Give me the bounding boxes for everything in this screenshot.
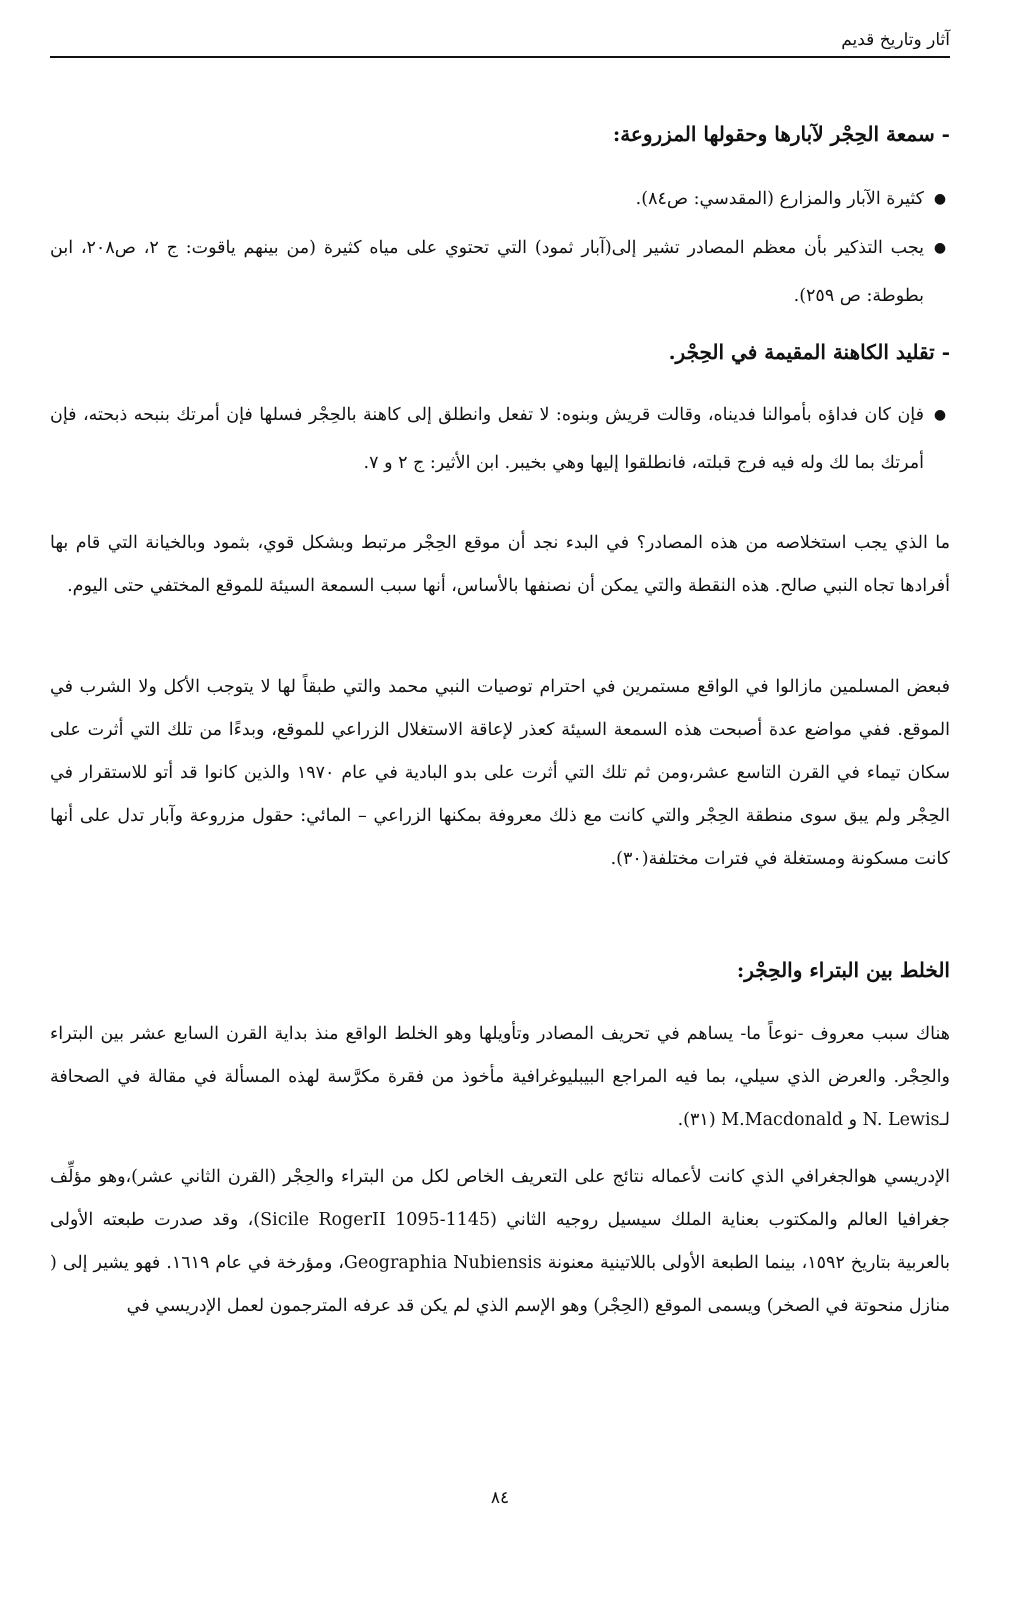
page-number: ٨٤: [490, 1488, 510, 1508]
bullet-icon: ●: [933, 191, 947, 207]
document-page: [50, 30, 950, 1590]
paragraph: ما الذي يجب استخلاصه من هذه المصادر؟ في البدء نجد أن موقع الحِجْر مرتبط وبشكل قوي، بثمود وبالخيانة التي قام بها أفرادها تجاه النبي صالح. هذه النقطة والتي يمكن أن نصنفها بالأساس، أنها سبب السمعة السيئة للموقع المختفي حتى اليوم.: [50, 533, 950, 596]
section-heading-reputation: - سمعة الحِجْر لآبارها وحقولها المزروعة:: [612, 122, 950, 146]
bullet-item: [50, 175, 950, 223]
paragraph: فبعض المسلمين مازالوا في الواقع مستمرين في احترام توصيات النبي محمد والتي طبقاً لها لا يتوجب الأكل ولا الشرب في الموقع. ففي مواضع عدة أصبحت هذه السمعة السيئة كعذر لإعاقة الاستغلال الزراعي للموقع، وبدءًا من تلك التي أثرت على سكان تيماء في القرن التاسع عشر،ومن ثم تلك التي أثرت على بدو البادية في عام ١٩٧٠ والذين كانوا قد أتو للاستقرار في الحِجْر ولم يبق سوى منطقة الحِجْر والتي كانت مع ذلك معروفة بمكنها الزراعي – المائي: حقول مزروعة وآبار تدل على أنها كانت مسكونة ومستغلة في فترات مختلفة(٣٠).: [50, 677, 950, 869]
bullet-item: [50, 224, 950, 320]
bullet-item: [50, 391, 950, 487]
bullet-text: كثيرة الآبار والمزارع (المقدسي: ص٨٤).: [635, 189, 924, 209]
running-header: آثار وتاريخ قديم: [50, 30, 950, 58]
bullet-text: فإن كان فداؤه بأموالنا فديناه، وقالت قريش وبنوه: لا تفعل وانطلق إلى كاهنة بالحِجْر فسلها فإن أمرتك بنبحه ذبحته، فإن أمرتك بما لك وله فيه فرج قبلته، فانطلقوا إليها وهي بخيبر. ابن الأثير: ج ٢ و ٧.: [50, 405, 924, 473]
bullet-icon: ●: [933, 407, 947, 423]
paragraph: الإدريسي هوالجغرافي الذي كانت لأعماله نتائج على التعريف الخاص لكل من البتراء والحِجْر (القرن الثاني عشر)،وهو مؤلِّف جغرافيا العالم والمكتوب بعناية الملك سيسيل روجيه الثاني (1145-1095 Sicile RogerII)، وقد صدرت طبعته الأولى بالعربية بتاريخ ١٥٩٢، بينما الطبعة الأولى باللاتينية معنونة Geographia Nubiensis، ومؤرخة في عام ١٦١٩. فهو يشير إلى ( منازل منحوتة في الصخر) ويسمى الموقع (الحِجْر) وهو الإسم الذي لم يكن قد عرفه المترجمون لعمل الإدريسي في: [50, 1167, 950, 1316]
bullet-icon: ●: [933, 240, 947, 256]
bullet-text: يجب التذكير بأن معظم المصادر تشير إلى(آبار ثمود) التي تحتوي على مياه كثيرة (من بينهم ياقوت: ج ٢، ص٢٠٨، ابن بطوطة: ص ٢٥٩).: [50, 238, 925, 306]
paragraph: هناك سبب معروف -نوعاً ما- يساهم في تحريف المصادر وتأويلها وهو الخلط الواقع منذ بداية القرن السابع عشر بين البتراء والحِجْر. والعرض الذي سيلي، بما فيه المراجع البيبليوغرافية مأخوذ من فقرة مكرَّسة لهذه المسألة في مقالة في الصحافة لـN. Lewis و M.Macdonald (٣١).: [50, 1024, 950, 1130]
section-heading-confusion: الخلط بين البتراء والحِجْر:: [736, 958, 950, 982]
section-heading-priestess: - تقليد الكاهنة المقيمة في الحِجْر.: [668, 340, 950, 364]
